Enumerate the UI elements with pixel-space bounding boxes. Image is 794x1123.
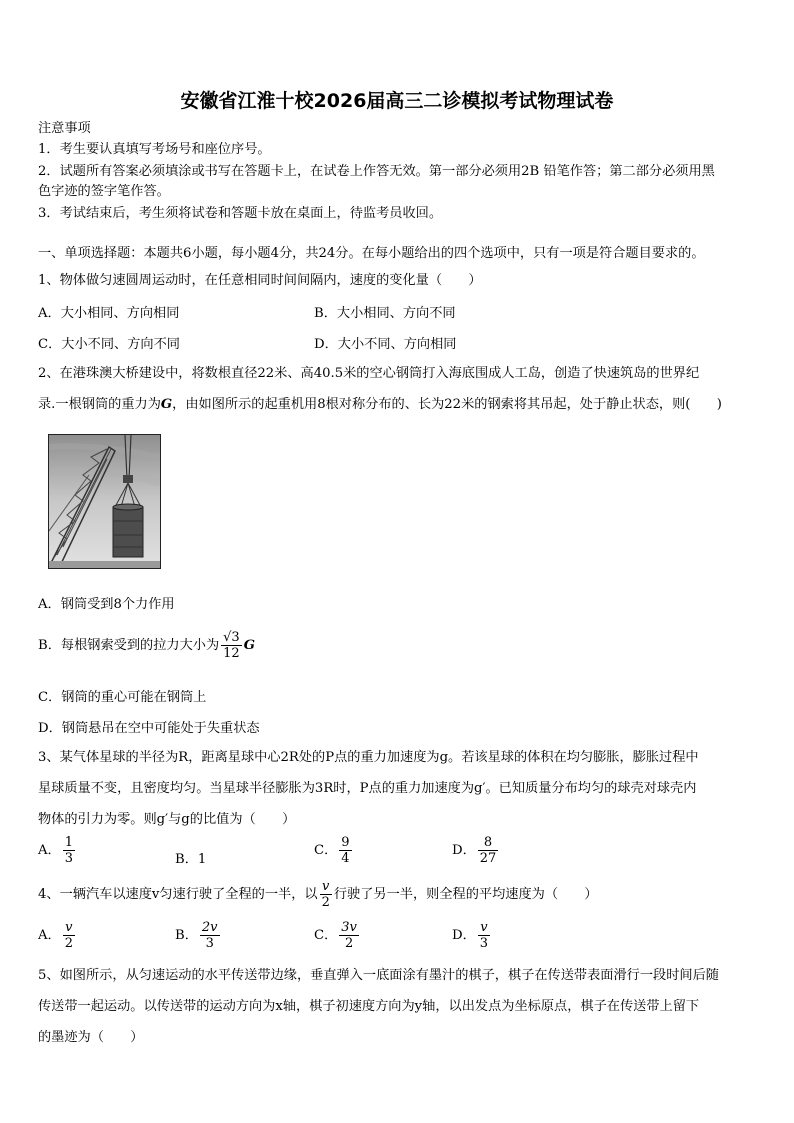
page-title: 安徽省江淮十校2026届高三二诊模拟考试物理试卷 <box>180 90 614 112</box>
q2-stem-text-b: ，由如图所示的起重机用8根对称分布的、长为22米的钢索将其吊起，处于静止状态，则( ) <box>172 397 722 412</box>
q3-option-a-denominator: 3 <box>64 851 73 866</box>
q3-option-d-denominator: 27 <box>479 851 497 866</box>
notice-item-3: 3．考试结束后，考生须将试卷和答题卡放在桌面上，待监考员收回。 <box>38 206 443 221</box>
q5-stem-line-3: 的墨迹为（ ） <box>38 1030 144 1045</box>
q4-stem-denominator: 2 <box>321 895 330 910</box>
q4-option-a-label: A． <box>38 928 61 943</box>
q1-stem: 1、物体做匀速圆周运动时，在任意相同时间间隔内，速度的变化量（ ） <box>38 273 482 288</box>
q3-option-d-label: D． <box>452 843 476 858</box>
q3-option-b: B．1 <box>175 852 207 867</box>
q4-option-c-label: C． <box>314 928 338 943</box>
q4-stem-numerator: v <box>320 879 332 895</box>
q2-stem-text-a: 录.一根钢筒的重力为 <box>38 397 161 412</box>
q3-option-a <box>38 835 77 866</box>
q4-option-b-label: B． <box>175 928 198 943</box>
q2-option-b-denominator: 12 <box>223 646 240 661</box>
q4-stem-text-a: 4、一辆汽车以速度v匀速行驶了全程的一半，以 <box>38 887 318 902</box>
notice-item-2: 2．试题所有答案必须填涂或书写在答题卡上，在试卷上作答无效。第一部分必须用2B 铅笔作答；第二部分必须用黑 <box>38 164 715 179</box>
q2-option-b-g: G <box>243 638 255 653</box>
q1-option-a: A．大小相同、方向相同 <box>38 306 180 321</box>
q2-option-c: C．钢筒的重心可能在钢筒上 <box>38 690 207 705</box>
q2-option-b-numerator: √3 <box>223 630 240 645</box>
q3-stem-line-2: 星球质量不变，且密度均匀。当星球半径膨胀为3R时，P点的重力加速度为g′。已知质量分布均匀的球壳对球壳内 <box>38 781 697 796</box>
q3-stem-line-3: 物体的引力为零。则g′与g的比值为（ ） <box>38 812 296 827</box>
q3-option-c-fraction <box>339 835 351 866</box>
q3-option-c-denominator: 4 <box>341 851 350 866</box>
q4-option-a-numerator: v <box>63 920 75 936</box>
q3-option-a-numerator: 1 <box>64 835 73 850</box>
q2-stem-g: G <box>160 397 173 412</box>
q3-option-c-label: C． <box>314 843 338 858</box>
section-1-heading: 一、单项选择题：本题共6小题，每小题4分，共24分。在每小题给出的四个选项中，只有一项是符合题目要求的。 <box>38 246 705 261</box>
q4-option-a-denominator: 2 <box>64 936 73 951</box>
q1-option-d: D．大小不同、方向相同 <box>314 337 457 352</box>
q4-option-a <box>38 920 77 951</box>
q1-option-b: B．大小相同、方向不同 <box>314 306 456 321</box>
q2-option-b-fraction <box>221 630 242 661</box>
q3-option-d-fraction <box>478 835 499 866</box>
q4-option-b-fraction <box>200 920 220 951</box>
q4-option-b <box>175 920 222 951</box>
q4-option-d-label: D． <box>452 928 476 943</box>
q4-stem <box>38 879 598 910</box>
q3-option-c <box>314 835 354 866</box>
q2-option-a: A．钢筒受到8个力作用 <box>38 597 175 612</box>
q2-option-b <box>38 630 255 661</box>
q4-option-c <box>314 920 361 951</box>
q4-option-c-denominator: 2 <box>344 936 354 951</box>
q4-option-d-numerator: v <box>478 920 490 936</box>
q4-option-d-denominator: 3 <box>479 936 489 951</box>
q1-option-c: C．大小不同、方向不同 <box>38 337 180 352</box>
q4-option-c-numerator: 3v <box>341 920 357 935</box>
q4-option-c-fraction <box>339 920 359 951</box>
q4-option-d-fraction <box>478 920 490 951</box>
q4-option-d <box>452 920 492 951</box>
q4-stem-fraction <box>320 879 332 910</box>
q2-option-d: D．钢筒悬吊在空中可能处于失重状态 <box>38 721 260 736</box>
q3-option-d-numerator: 8 <box>478 835 499 851</box>
q3-option-a-label: A． <box>38 843 61 858</box>
notice-item-1: 1．考生要认真填写考场号和座位序号。 <box>38 142 271 157</box>
q4-option-a-fraction <box>63 920 75 951</box>
q5-stem-line-2: 传送带一起运动。以传送带的运动方向为x轴，棋子初速度方向为y轴，以出发点为坐标原点，棋子在传送带上留下 <box>38 999 700 1014</box>
notice-heading: 注意事项 <box>38 121 91 136</box>
crane-steel-cylinder-photo <box>48 434 161 569</box>
q2-option-b-text: B．每根钢索受到的拉力大小为 <box>38 638 220 653</box>
q3-option-a-fraction <box>63 835 75 866</box>
q5-stem-line-1: 5、如图所示，从匀速运动的水平传送带边缘，垂直弹入一底面涂有墨汁的棋子，棋子在传送带表面滑行一段时间后随 <box>38 968 719 983</box>
q3-option-d <box>452 835 500 866</box>
q2-stem-line-1: 2、在港珠澳大桥建设中，将数根直径22米、高40.5米的空心钢筒打入海底围成人工岛，创造了快速筑岛的世界纪 <box>38 366 700 381</box>
notice-item-2-cont: 色字迹的签字笔作答。 <box>38 184 170 199</box>
q4-option-b-denominator: 3 <box>205 936 214 951</box>
q4-option-b-numerator: 2v <box>201 920 218 935</box>
q4-stem-text-b: 行驶了另一半，则全程的平均速度为（ ） <box>333 887 598 902</box>
q3-option-c-numerator: 9 <box>341 835 350 850</box>
q2-stem-line-2 <box>38 395 722 415</box>
q3-stem-line-1: 3、某气体星球的半径为R，距离星球中心2R处的P点的重力加速度为g。若该星球的体积在均匀膨胀，膨胀过程中 <box>38 750 699 765</box>
